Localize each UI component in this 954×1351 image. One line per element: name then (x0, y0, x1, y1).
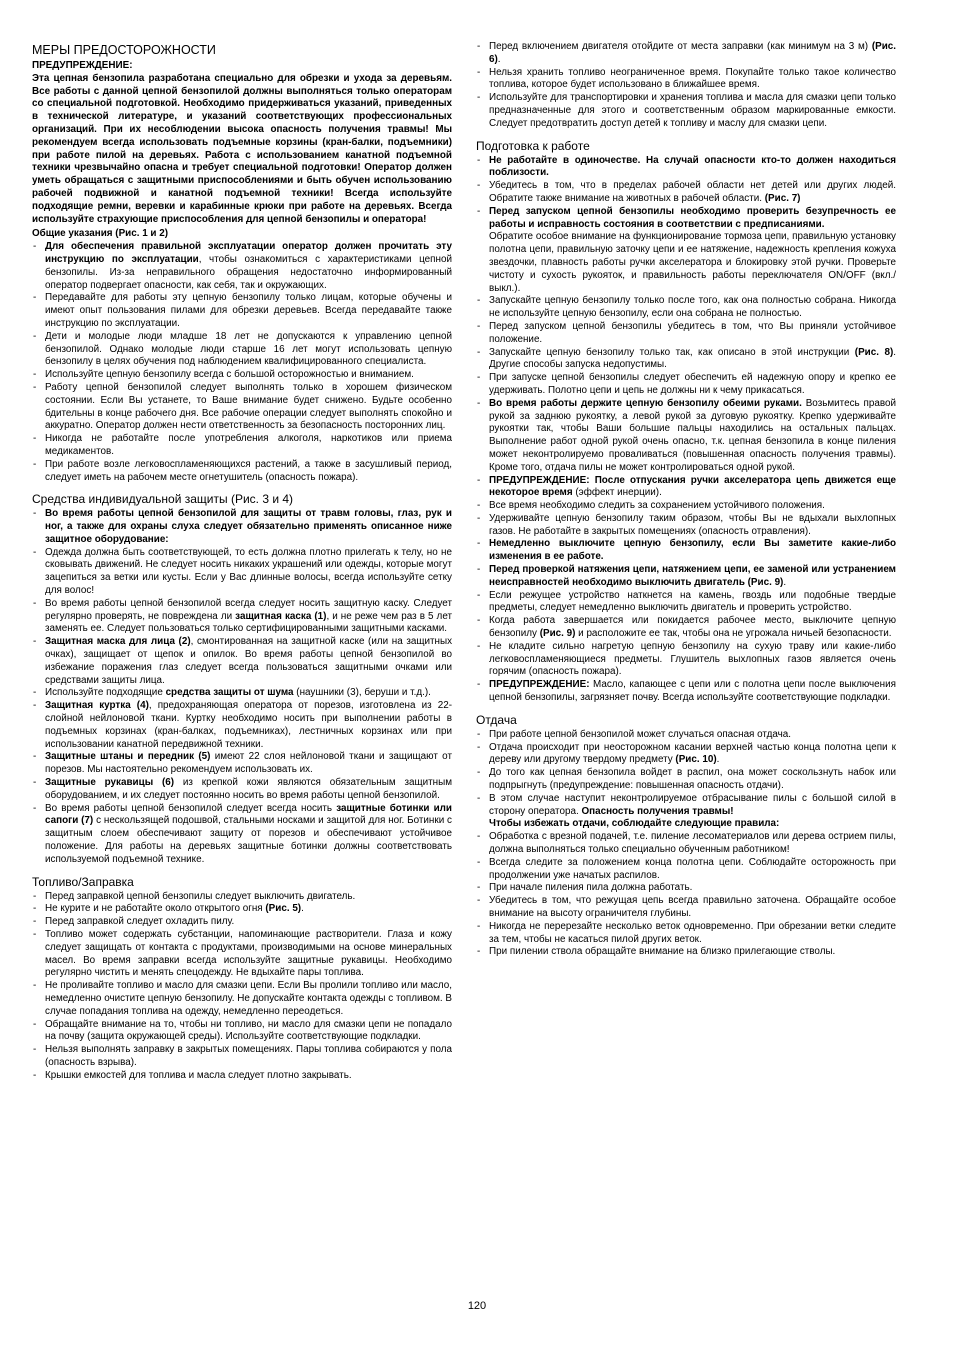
item-emphasis: Защитные рукавицы (6) (45, 777, 175, 789)
general-label: Общие указания (Рис. 1 и 2) (32, 228, 169, 240)
item-text: Во время работы цепной бензопилой всегда следует носить защитную каску. Следует регулярно проверять, не повреждена ли (45, 597, 452, 622)
list-item (32, 700, 452, 751)
list-item (476, 615, 896, 641)
list-item (476, 206, 896, 232)
item-text: До того как цепная бензопила войдет в распил, она может соскользнуть набок или подпрыгнуть (предупреждение: повышенная опасность отдачи). (489, 767, 896, 792)
item-text: с нескользящей подошвой, стальными носками и защитой для ног. Ботинки с защитным слоем обеспечивают защиту от порезов и обеспечивают устойчивое положение. Для работы на деревьях защитные ботинки должны соответствовать используемой подъемной технике. (45, 815, 452, 865)
item-text: Во время работы цепной бензопилой следует всегда носить (45, 802, 337, 814)
list-item (32, 241, 452, 292)
item-text: . (301, 903, 304, 915)
kickback-list (476, 729, 896, 959)
item-emphasis: (Рис. 10) (675, 754, 717, 766)
list-item (476, 921, 896, 947)
general-list (32, 241, 452, 484)
warning-label: ПРЕДУПРЕЖДЕНИЕ: (32, 60, 133, 71)
list-item (476, 895, 896, 921)
item-text: Нельзя выполнять заправку в закрытых помещениях. Пары топлива собираются у пола (опасность взрыва). (45, 1044, 452, 1068)
list-item (476, 767, 896, 793)
list-item (476, 831, 896, 857)
list-item (32, 433, 452, 459)
item-emphasis: (Рис. 9) (539, 628, 576, 640)
kickback-title: Отдача (476, 712, 517, 727)
list-item (476, 742, 896, 768)
item-text: Масло, капающее с цепи или с полотна цепи после выключения цепной бензопилы, загрязняет почву. Всегда используйте соответствующие подкладки. (489, 679, 896, 704)
list-item (32, 636, 452, 687)
ppe-list (32, 508, 452, 866)
item-emphasis: Защитные штаны и передник (5) (45, 751, 211, 763)
list-item (476, 67, 896, 93)
list-item (476, 857, 896, 883)
list-item (32, 1019, 452, 1045)
item-emphasis: защитные ботинки или сапоги (7) (45, 802, 452, 827)
prep-title: Подготовка к работе (476, 138, 590, 153)
warning-text: Эта цепная бензопила разработана специально для обрезки и ухода за деревьям. Все работы с данной цепной бензопилой должны выполняться только операторам со специальной подготовкой. Необходимо придерживаться указаний, приведенных в технической литературе, и указаний соответствующих профессиональных организаций. При их несоблюдении высока опасность получения травмы! Мы рекомендуем всегда использовать подъемные корзины (кран-балки, подъемники) при работе пилой на деревьях. Работа с использованием канатной подъемной техники чрезвычайно опасна и требует специальной подготовки! Оператор должен уметь обращаться с защитными приспособлениями и быть обучен использованию рабочей подвижной и канатной подъемной техники! Всегда используйте подходящие ремни, веревки и карабинные крюки при работе на деревьях. Всегда используйте страхующие приспособления для цепной бензопилы и оператора! (32, 72, 452, 225)
list-item (32, 916, 452, 929)
item-text: Не проливайте топливо и масло для смазки цепи. Если Вы пролили топливо или масло, немедленно очистите цепную бензопилу. Не допускайте контакта одежды с топливом. В случае попадания топлива на одежду, немедленно переодеться. (45, 980, 452, 1017)
item-text: Не курите и не работайте около открытого огня (45, 903, 266, 915)
list-item (32, 292, 452, 330)
item-text: При пилении ствола обращайте внимание на близко прилегающие стволы. (489, 946, 836, 958)
item-text: Если режущее устройство наткнется на камень, гвоздь или подобные твердые предметы, следует немедленно выключить двигатель и проверить устройство. (489, 589, 896, 614)
list-item (476, 398, 896, 475)
item-text: . Другие способы запуска недопустимы. (489, 346, 896, 371)
section-title: МЕРЫ ПРЕДОСТОРОЖНОСТИ (32, 43, 216, 57)
list-item (476, 92, 896, 130)
item-text: Всегда следите за положением конца полотна цепи. Соблюдайте осторожность при продолжении уже начатых распилов. (489, 856, 896, 881)
list-item (32, 598, 452, 636)
ppe-title: Средства индивидуальной защиты (Рис. 3 и 4) (32, 492, 294, 507)
item-text: Все время необходимо следить за сохранением устойчивого положения. (489, 500, 825, 512)
list-item (32, 903, 452, 916)
item-text: Запускайте цепную бензопилу только после того, как она полностью собрана. Никогда не используйте цепную бензопилу, если она собрана не полностью. (489, 295, 896, 320)
item-emphasis: Во время работы держите цепную бензопилу обеими руками. (489, 397, 802, 409)
item-text: Убедитесь в том, что режущая цепь всегда правильно заточена. Обращайте особое внимание на высоту ограничителя глубины. (489, 895, 896, 919)
list-item (32, 687, 452, 700)
prep-list (476, 155, 896, 705)
item-emphasis: Чтобы избежать отдачи, соблюдайте следующие правила: (489, 818, 780, 830)
item-emphasis: Перед проверкой натяжения цепи, натяжением цепи, ее заменой или устранением неисправностей необходимо выключить двигатель (Рис. 9) (489, 564, 896, 588)
item-text: При работе цепной бензопилой может случаться опасная отдача. (489, 728, 792, 740)
list-item (476, 347, 896, 373)
list-item (476, 231, 896, 295)
item-text: , и не реже чем раз в 5 лет заменять ее. Следует пользоваться только сертифицированными защитными касками. (45, 610, 453, 635)
item-emphasis: Опасность получения травмы! (581, 805, 734, 817)
list-item (476, 729, 896, 742)
item-text: Отдача происходит при неосторожном касании верхней частью конца полотна цепи к дереву или другому твердому предмету (489, 741, 896, 766)
list-item (476, 538, 896, 564)
list-item (32, 929, 452, 980)
item-text: Обработка с врезной подачей, т.е. пиление лесоматериалов или дерева острием пилы, должна выполняться только специально обученным работником! (489, 831, 896, 856)
item-text: . (497, 53, 501, 65)
list-item (476, 590, 896, 616)
item-emphasis: Защитная куртка (4) (45, 700, 149, 712)
list-item (476, 679, 896, 705)
list-item (32, 980, 452, 1018)
list-item (32, 382, 452, 433)
item-text: Никогда не перерезайте несколько веток одновременно. При обрезании ветки следите за тем, чтобы не касаться пилой других веток. (489, 920, 896, 945)
item-text: Перед заправкой следует охладить пилу. (45, 916, 235, 928)
item-text: Используйте подходящие (45, 687, 166, 699)
item-text: (эффект инерции). (572, 487, 662, 499)
list-item (476, 882, 896, 895)
list-item (476, 513, 896, 539)
list-item (476, 321, 896, 347)
list-item (476, 41, 896, 67)
item-text: из крепкой кожи являются обязательным защитным оборудованием, и их следует постоянно носить во время работы цепной бензопилой. (45, 777, 452, 801)
item-emphasis: ПРЕДУПРЕЖДЕНИЕ: (489, 679, 590, 691)
item-text: Используйте для транспортировки и хранения топлива и масла для смазки цепи только предназначенные для этого и соответственным образом маркированные емкости. Следует предотвратить доступ детей к топливу и маслу для смазки цепи. (489, 92, 896, 129)
item-text: и расположите ее так, чтобы она не угрожала ничьей безопасности. (575, 628, 892, 640)
list-item (32, 803, 452, 867)
item-text: Перед включением двигателя отойдите от места заправки (как минимум на 3 м) (489, 41, 872, 52)
item-text: В этом случае наступит неконтролируемое отбрасывание пилы с большой силой в сторону оператора. (489, 792, 896, 817)
item-text: Работу цепной бензопилой следует выполнять только в хорошем физическом состоянии. Если Вы устанете, то Ваше внимание будет снижено. Будьте особенно бдительны в конце рабочего дня. Все рабочие операции следует выполнять спокойно и аккуратно. Оператор должен нести ответственность за безопасность посторонних лиц. (45, 381, 452, 432)
item-emphasis: Во время работы цепной бензопилой для защиты от травм головы, глаз, рук и ног, а также для охраны слуха следует обязательно применять описанное ниже защитное оборудование: (45, 508, 452, 545)
item-text: Одежда должна быть соответствующей, то есть должна плотно прилегать к телу, но не сковывать движений. Не следует носить никаких украшений или одежды, которые могут зацепиться за ветки или кусты. Если у Вас длинные волосы, всегда используйте сетку для волос! (45, 546, 452, 597)
list-item (32, 547, 452, 598)
item-text: Топливо может содержать субстанции, напоминающие растворители. Глаза и кожу следует защищать от контакта с продуктами, производимыми на основе минеральных масел. Во время заправки всегда используйте защитные рукавицы. Необходимо регулярно чистить и менять спецодежду. Не вдыхайте пары топлива. (45, 929, 452, 979)
list-item (32, 751, 452, 777)
page-number: 120 (467, 1300, 487, 1312)
item-text: Нельзя хранить топливо неограниченное время. Покупайте только такое количество топлива, которое будет использовано в ближайшее время. (489, 66, 896, 91)
list-item (32, 508, 452, 546)
list-item (32, 459, 452, 485)
item-text: При запуске цепной бензопилы следует обеспечить ей надежную опору и крепко ее удерживать. Полотно цепи и цепь не должны ни к чему прикасаться. (489, 372, 896, 396)
fuel-list (32, 891, 452, 1083)
list-item (32, 777, 452, 803)
item-text: Обратите особое внимание на функционирование тормоза цепи, правильную установку полотна цепи, правильную заточку цепи и ее натяжение, надежность крепления кожуха звездочки, плавность работы ручки акселератора и блокировку этой ручки. Проверьте чистоту и сухость рукояток, и правильность работы переключателя ON/OFF (вкл./выкл.). (489, 231, 896, 294)
item-text: Обращайте внимание на то, чтобы ни топливо, ни масло для смазки цепи не попадало на почву (защита окружающей среды). Используйте соответствующие подкладки. (45, 1018, 452, 1043)
item-text: При начале пиления пила должна работать. (489, 882, 693, 894)
item-text: , предохраняющая оператора от порезов, изготовлена из 22-слойной нейлоновой ткани. Куртку необходимо носить при выполнении работы в подъемных корзинах (кран-балках, подъемниках), лестничных корзинах или при использовании канатной передвижной техники. (45, 700, 452, 750)
list-item (476, 295, 896, 321)
list-item (476, 946, 896, 959)
item-text: Удерживайте цепную бензопилу таким образом, чтобы Вы не вдыхали выхлопных газов. Не работайте в закрытых помещениях (опасность отравления). (489, 512, 896, 537)
list-item (476, 564, 896, 590)
list-item (476, 818, 896, 831)
list-item (476, 475, 896, 501)
item-text: Когда работа завершается или покидается рабочее место, выключите цепную бензопилу (489, 615, 896, 640)
item-text: Не кладите сильно нагретую цепную бензопилу на сухую траву или какие-либо легковоспламеняющиеся предметы. Глушитель выхлопных газов является очень горячим (опасность пожара). (489, 640, 896, 678)
list-item (476, 793, 896, 819)
item-text: , чтобы ознакомиться с характеристиками цепной бензопилы. Из-за неправильного обращения недостаточно информированный оператор подвергает опасности, как себя, так и окружающих. (45, 253, 452, 291)
list-item (32, 331, 452, 369)
list-item (476, 180, 896, 206)
item-emphasis: (Рис. 6) (489, 41, 896, 65)
item-text: , смонтированная на защитной каске (или на защитных очках), защищает от щепок и опилок. Во время работы цепной бензопилой во избежание поражения глаз следует всегда пользоваться защитными очками или средствами защиты лица. (45, 636, 453, 686)
item-emphasis: Перед запуском цепной бензопилы необходимо проверить безупречность ее работы и исправность состояния в соответствии с предписаниями. (489, 205, 896, 230)
item-emphasis: ПРЕДУПРЕЖДЕНИЕ: После отпускания ручки акселератора цепь движется еще некоторое время (489, 474, 896, 499)
list-item (476, 500, 896, 513)
item-emphasis: Защитная маска для лица (2) (45, 636, 191, 648)
list-item (32, 1070, 452, 1083)
item-text: Возьмитесь правой рукой за заднюю рукоятку, а левой рукой за дуговую рукоятку. Крепко удерживайте рукоятки так, чтобы Ваши большие пальцы находились на остальных пальцах. Выполнение работ одной рукой очень опасно, т.к. цепная бензопила в конце пиления может неконтролируемо проваливаться (повышенная опасность получения травмы). Кроме того, отдача пилы не может контролироваться одной рукой. (489, 397, 896, 473)
item-emphasis: (Рис. 5) (265, 903, 302, 915)
list-item (476, 372, 896, 398)
item-text: имеют 22 слоя нейлоновой ткани и защищают от порезов. Мы настоятельно рекомендуем использовать их. (45, 751, 452, 776)
item-text: Перед запуском цепной бензопилы убедитесь в том, что Вы приняли устойчивое положение. (489, 320, 896, 345)
item-text: Перед заправкой цепной бензопилы следует выключить двигатель. (45, 890, 356, 902)
item-emphasis: (Рис. 7) (764, 192, 801, 204)
item-emphasis: средства защиты от шума (165, 687, 294, 699)
item-text: При работе возле легковоспламеняющихся растений, а также в засушливый период, следует иметь на рабочем месте огнетушитель (опасность пожара). (45, 458, 452, 483)
item-text: . (783, 576, 787, 588)
left-column (32, 40, 452, 1083)
item-emphasis: Немедленно выключите цепную бензопилу, если Вы заметите какие-либо изменения в ее работе. (489, 538, 896, 563)
list-item (476, 155, 896, 181)
item-text: Никогда не работайте после употребления алкоголя, наркотиков или приема медикаментов. (45, 433, 452, 457)
item-text: Дети и молодые люди младше 18 лет не допускаются к управлению цепной бензопилой. Однако молодые люди старше 16 лет могут использовать цепную бензопилу в целях обучения под наблюдением квалифицированного специалиста. (45, 330, 452, 368)
list-item (32, 891, 452, 904)
item-text: Передавайте для работы эту цепную бензопилу только лицам, которые обучены и имеют опыт пользования пилами для обрезки деревьев. Всегда передавайте также инструкцию по эксплуатации. (45, 292, 452, 329)
item-emphasis: Для обеспечения правильной эксплуатации оператор должен прочитать эту инструкцию по эксплуатации (45, 241, 452, 265)
item-text: Используйте цепную бензопилу всегда с большой осторожностью и вниманием. (45, 369, 414, 381)
item-text: (наушники (3), беруши и т.д.). (293, 687, 431, 699)
item-emphasis: защитная каска (1) (235, 610, 327, 622)
item-text: Запускайте цепную бензопилу только так, как описано в этой инструкции (489, 346, 855, 358)
item-emphasis: (Рис. 8) (854, 346, 894, 358)
item-text: . (716, 754, 720, 766)
item-text: Крышки емкостей для топлива и масла следует плотно закрывать. (45, 1069, 352, 1081)
item-text: Убедитесь в том, что в пределах рабочей области нет детей или других людей. Обратите также внимание на животных в рабочей области. (489, 180, 896, 204)
list-item (32, 369, 452, 382)
list-item (476, 641, 896, 679)
list-item (32, 1044, 452, 1070)
right-column (476, 41, 896, 959)
fuel-title: Топливо/Заправка (32, 874, 134, 889)
item-emphasis: Не работайте в одиночестве. На случай опасности кто-то должен находиться поблизости. (489, 154, 896, 179)
fuel-cont-list (476, 41, 896, 131)
